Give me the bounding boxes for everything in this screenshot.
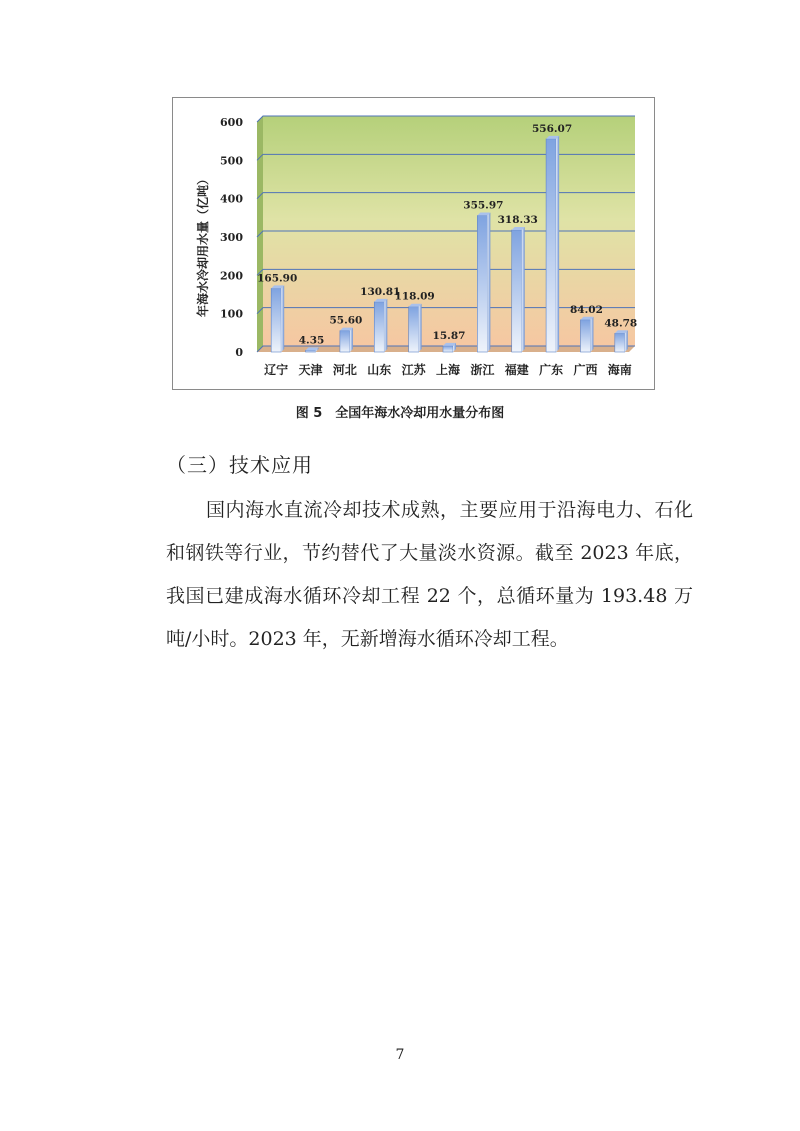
bar-山东 [374,299,387,352]
data-label: 48.78 [604,317,638,330]
bar-上海 [443,343,456,352]
bar-front [615,333,625,352]
x-tick-label: 浙江 [470,363,495,377]
bar-浙江 [477,213,490,352]
bar-front [580,320,590,352]
bar-front [340,331,350,352]
bar-海南 [615,330,628,352]
y-axis-label: 年海水冷却用水量（亿吨） [196,172,210,318]
bar-广西 [580,317,593,352]
bar-side [522,227,525,352]
data-label: 165.90 [257,272,298,285]
bar-广东 [546,136,559,352]
y-tick-label: 400 [220,192,243,206]
y-tick-label: 100 [220,307,243,321]
bar-side [556,136,559,352]
x-tick-label: 福建 [504,363,529,377]
data-label: 556.07 [531,122,573,135]
data-label: 130.81 [360,285,401,298]
data-label: 84.02 [570,303,603,316]
bar-河北 [340,328,353,352]
bar-front [512,230,522,352]
bar-front [306,350,316,352]
page-number: 7 [395,1047,405,1063]
x-tick-label: 河北 [332,363,357,377]
data-label: 118.09 [394,290,435,303]
bar-chart [173,98,656,391]
bar-side [487,213,490,352]
x-tick-label: 山东 [367,363,392,377]
bar-福建 [512,227,525,352]
bar-side [350,328,353,352]
section-heading: （三）技术应用 [166,453,313,477]
bar-side [625,330,628,352]
x-tick-label: 广东 [539,363,564,377]
bar-front [477,216,487,352]
data-label: 4.35 [298,334,325,347]
y-tick-label: 600 [220,116,243,129]
bar-side [419,304,422,352]
x-tick-label: 上海 [435,363,461,377]
bar-front [546,139,556,352]
bar-side [590,317,593,352]
body-paragraph: 国内海水直流冷却技术成熟，主要应用于沿海电力、石化和钢铁等行业，节约替代了大量淡水资源。截至 2023 年底，我国已建成海水循环冷却工程 22 个，总循环量为 193.48 万吨/小时。2023 年，无新增海水循环冷却工程。 [166,499,693,650]
x-tick-label: 辽宁 [264,363,289,377]
bar-side [281,285,284,352]
y-tick-label: 0 [235,346,243,359]
bar-front [374,302,384,352]
data-label: 55.60 [329,314,363,327]
x-tick-label: 江苏 [401,363,426,377]
data-label: 15.87 [432,329,466,342]
y-tick-label: 500 [220,154,243,168]
bar-side [384,299,387,352]
bar-辽宁 [271,285,284,352]
figure-caption: 图 5 全国年海水冷却用水量分布图 [295,406,505,421]
bar-front [271,288,281,352]
chart-frame [172,97,655,390]
y-tick-label: 300 [220,231,243,244]
data-label: 355.97 [463,199,504,212]
bar-front [443,346,453,352]
bar-江苏 [409,304,422,352]
y-tick-label: 200 [220,269,243,283]
bar-front [409,307,419,352]
x-tick-label: 天津 [298,363,323,377]
x-tick-label: 广西 [573,363,598,377]
data-label: 318.33 [497,213,538,226]
x-tick-label: 海南 [607,363,632,377]
